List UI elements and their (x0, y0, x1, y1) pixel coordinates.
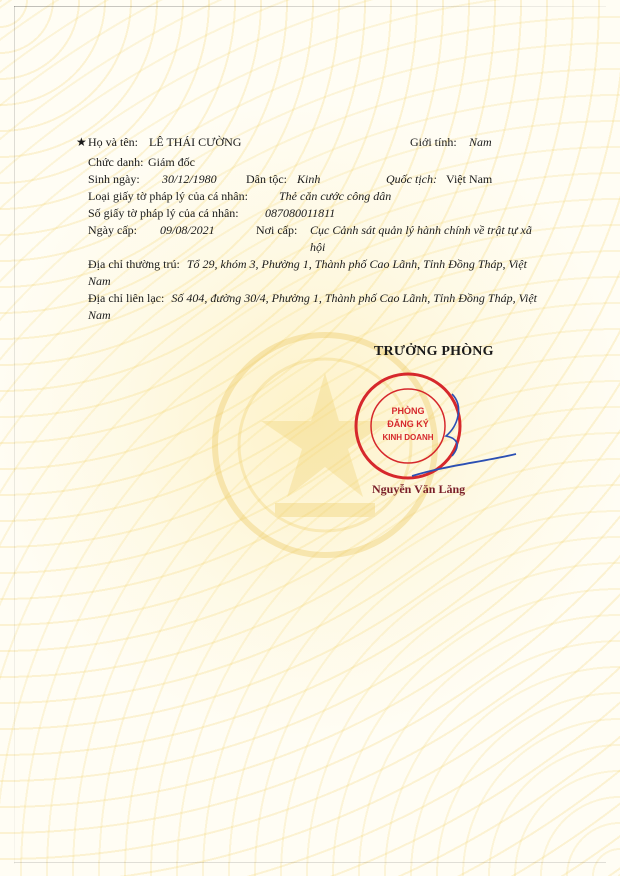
page-edge-bottom (14, 862, 606, 863)
page-edge-top (14, 6, 606, 7)
position-label: Chức danh: (88, 155, 144, 169)
nationality-value: Việt Nam (446, 172, 493, 186)
issue-row (88, 222, 538, 256)
permanent-address-label: Địa chỉ thường trú: (88, 257, 180, 271)
issue-place-value: Cục Cảnh sát quản lý hành chính về trật tự xã hội (310, 223, 532, 254)
id-type-value: Thẻ căn cước công dân (279, 189, 392, 203)
issue-date-label: Ngày cấp: (88, 223, 137, 237)
permanent-address-row (88, 256, 538, 290)
svg-text:ĐĂNG KÝ: ĐĂNG KÝ (387, 419, 429, 429)
id-number-row (88, 205, 538, 222)
person-info-section (76, 134, 538, 324)
name-label: Họ và tên: (88, 135, 138, 149)
contact-address-label: Địa chỉ liên lạc: (88, 291, 165, 305)
bullet-star-icon: ★ (76, 135, 87, 149)
contact-address-value: Số 404, đường 30/4, Phường 1, Thành phố Cao Lãnh, Tỉnh Đồng Tháp, Việt Nam (88, 291, 538, 322)
position-row (88, 154, 538, 171)
dob-row (88, 171, 538, 188)
gender-label: Giới tính: (410, 135, 457, 149)
permanent-address-value: Tổ 29, khóm 3, Phường 1, Thành phố Cao Lãnh, Tỉnh Đồng Tháp, Việt Nam (88, 257, 527, 288)
signatory-title: TRƯỞNG PHÒNG (374, 344, 494, 359)
page-edge-left (14, 6, 15, 864)
name-row (76, 134, 538, 154)
issue-place-label: Nơi cấp: (256, 223, 298, 237)
nationality-label: Quốc tịch: (386, 172, 437, 186)
gender-value: Nam (469, 135, 492, 149)
contact-address-row (88, 290, 538, 324)
id-number-label: Số giấy tờ pháp lý của cá nhân: (88, 206, 239, 220)
issue-date-value: 09/08/2021 (160, 223, 215, 237)
id-type-row (88, 188, 538, 205)
position-value: Giám đốc (148, 155, 195, 169)
signature-block (352, 342, 532, 507)
id-number-value: 087080011811 (265, 206, 336, 220)
signer-name: Nguyễn Văn Lăng (372, 482, 466, 496)
dob-value: 30/12/1980 (162, 172, 217, 186)
ethnicity-label: Dân tộc: (246, 172, 287, 186)
handwritten-signature (404, 378, 524, 488)
name-value: LÊ THÁI CƯỜNG (149, 135, 242, 149)
id-type-label: Loại giấy tờ pháp lý của cá nhân: (88, 189, 248, 203)
svg-text:PHÒNG: PHÒNG (391, 406, 425, 416)
ethnicity-value: Kinh (297, 172, 321, 186)
svg-text:KINH DOANH: KINH DOANH (382, 433, 434, 442)
dob-label: Sinh ngày: (88, 172, 140, 186)
